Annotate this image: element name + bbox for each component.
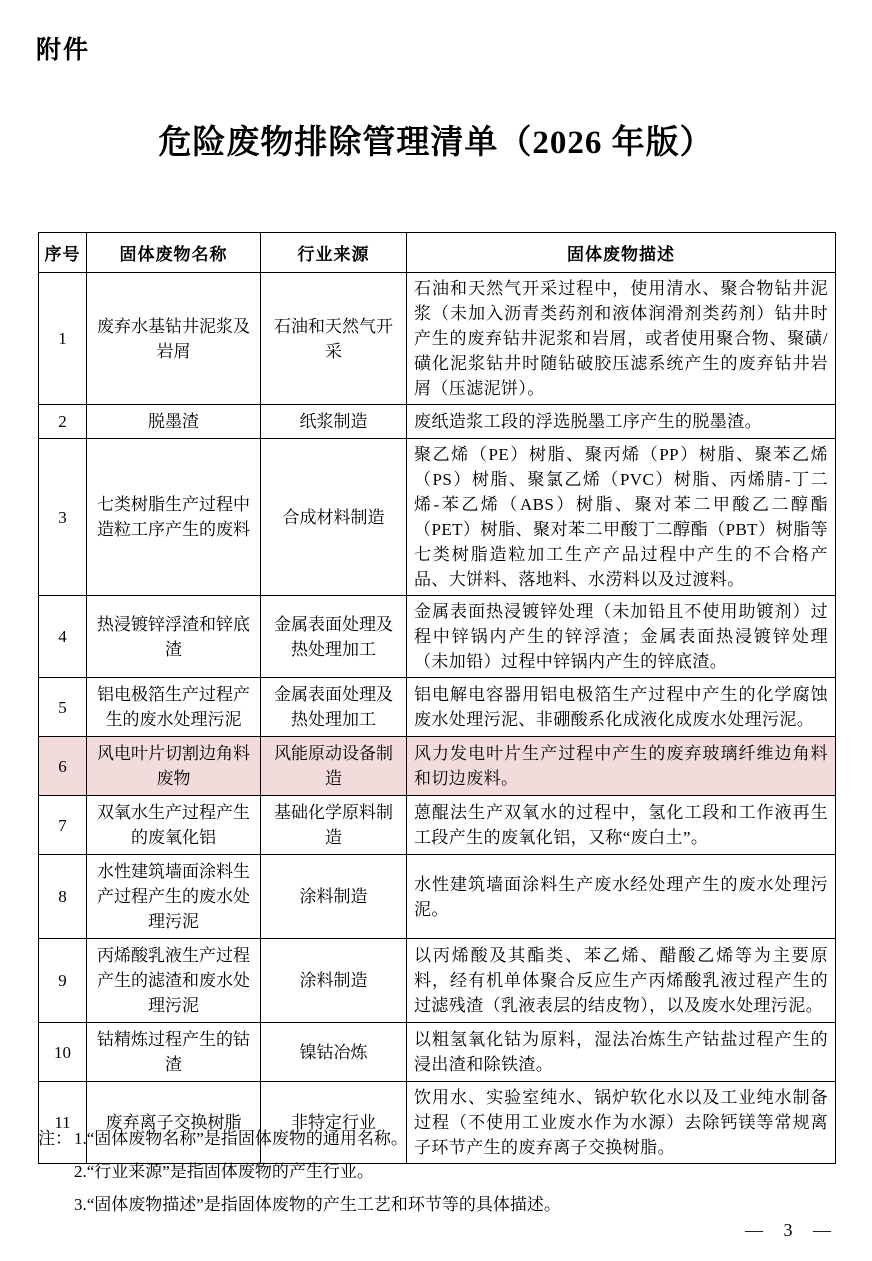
waste-description-cell: 以丙烯酸及其酯类、苯乙烯、醋酸乙烯等为主要原料，经有机单体聚合反应生产丙烯酸乳液过程产生的过滤残渣（乳液表层的结皮物），以及废水处理污泥。 bbox=[407, 939, 836, 1023]
industry-source-cell: 石油和天然气开采 bbox=[261, 273, 407, 405]
waste-description-cell: 饮用水、实验室纯水、锅炉软化水以及工业纯水制备过程（不使用工业废水作为水源）去除钙镁等常规离子环节产生的废弃离子交换树脂。 bbox=[407, 1082, 836, 1164]
row-serial-number-cell: 6 bbox=[39, 737, 87, 796]
footnote-text: 3.“固体废物描述”是指固体废物的产生工艺和环节等的具体描述。 bbox=[74, 1195, 561, 1214]
industry-source-cell: 风能原动设备制造 bbox=[261, 737, 407, 796]
waste-name-cell: 热浸镀锌浮渣和锌底渣 bbox=[87, 596, 261, 678]
footnote-item bbox=[38, 1188, 798, 1221]
waste-table-body bbox=[39, 273, 836, 1164]
footnote-label: 注： bbox=[38, 1129, 72, 1148]
column-header-waste-description: 固体废物描述 bbox=[407, 233, 836, 273]
table-row bbox=[39, 855, 836, 939]
waste-description-cell: 蒽醌法生产双氧水的过程中，氢化工段和工作液再生工段产生的废氧化铝，又称“废白土”。 bbox=[407, 796, 836, 855]
table-row bbox=[39, 596, 836, 678]
table-row bbox=[39, 939, 836, 1023]
table-header-row bbox=[39, 233, 836, 273]
table-row bbox=[39, 273, 836, 405]
industry-source-cell: 涂料制造 bbox=[261, 855, 407, 939]
row-serial-number-cell: 11 bbox=[39, 1082, 87, 1164]
page-title: 危险废物排除管理清单（2026 年版） bbox=[158, 125, 714, 161]
attachment-label: 附件 bbox=[36, 36, 91, 64]
waste-name-cell: 七类树脂生产过程中造粒工序产生的废料 bbox=[87, 439, 261, 596]
waste-name-cell: 废弃水基钻井泥浆及岩屑 bbox=[87, 273, 261, 405]
row-serial-number-cell: 3 bbox=[39, 439, 87, 596]
waste-description-cell: 以粗氢氧化钴为原料，湿法冶炼生产钴盐过程产生的浸出渣和除铁渣。 bbox=[407, 1023, 836, 1082]
waste-description-cell: 石油和天然气开采过程中，使用清水、聚合物钻井泥浆（未加入沥青类药剂和液体润滑剂类药剂）钻井时产生的废弃钻井泥浆和岩屑，或者使用聚合物、聚磺/磺化泥浆钻井时随钻破胶压滤系统产生的废弃钻井岩屑（压滤泥饼）。 bbox=[407, 273, 836, 405]
industry-source-cell: 非特定行业 bbox=[261, 1082, 407, 1164]
footnote-text: 2.“行业来源”是指固体废物的产生行业。 bbox=[74, 1162, 374, 1181]
footnotes bbox=[38, 1122, 798, 1221]
waste-name-cell: 脱墨渣 bbox=[87, 405, 261, 439]
waste-name-cell: 丙烯酸乳液生产过程产生的滤渣和废水处理污泥 bbox=[87, 939, 261, 1023]
industry-source-cell: 基础化学原料制造 bbox=[261, 796, 407, 855]
industry-source-cell: 纸浆制造 bbox=[261, 405, 407, 439]
table-row bbox=[39, 796, 836, 855]
footnote-text: 1.“固体废物名称”是指固体废物的通用名称。 bbox=[74, 1129, 408, 1148]
industry-source-cell: 镍钴冶炼 bbox=[261, 1023, 407, 1082]
industry-source-cell: 涂料制造 bbox=[261, 939, 407, 1023]
footnote-item bbox=[38, 1122, 798, 1155]
waste-name-cell: 钴精炼过程产生的钴渣 bbox=[87, 1023, 261, 1082]
row-serial-number-cell: 9 bbox=[39, 939, 87, 1023]
waste-description-cell: 废纸造浆工段的浮选脱墨工序产生的脱墨渣。 bbox=[407, 405, 836, 439]
waste-description-cell: 聚乙烯（PE）树脂、聚丙烯（PP）树脂、聚苯乙烯（PS）树脂、聚氯乙烯（PVC）树脂、丙烯腈-丁二烯-苯乙烯（ABS）树脂、聚对苯二甲酸乙二醇酯（PET）树脂、聚对苯二甲酸丁二醇酯（PBT）树脂等七类树脂造粒加工生产产品过程中产生的不合格产品、大饼料、落地料、水涝料以及过渡料。 bbox=[407, 439, 836, 596]
table-row bbox=[39, 678, 836, 737]
table-row bbox=[39, 737, 836, 796]
waste-description-cell: 铝电解电容器用铝电极箔生产过程中产生的化学腐蚀废水处理污泥、非硼酸系化成液化成废水处理污泥。 bbox=[407, 678, 836, 737]
industry-source-cell: 金属表面处理及热处理加工 bbox=[261, 678, 407, 737]
row-serial-number-cell: 10 bbox=[39, 1023, 87, 1082]
row-serial-number-cell: 1 bbox=[39, 273, 87, 405]
footnote-item bbox=[38, 1155, 798, 1188]
table-row bbox=[39, 1023, 836, 1082]
waste-list-table bbox=[38, 232, 836, 1164]
row-serial-number-cell: 4 bbox=[39, 596, 87, 678]
waste-description-cell: 金属表面热浸镀锌处理（未加铅且不使用助镀剂）过程中锌锅内产生的锌浮渣；金属表面热浸镀锌处理（未加铅）过程中锌锅内产生的锌底渣。 bbox=[407, 596, 836, 678]
row-serial-number-cell: 7 bbox=[39, 796, 87, 855]
row-serial-number-cell: 5 bbox=[39, 678, 87, 737]
waste-name-cell: 风电叶片切割边角料废物 bbox=[87, 737, 261, 796]
row-serial-number-cell: 2 bbox=[39, 405, 87, 439]
row-serial-number-cell: 8 bbox=[39, 855, 87, 939]
industry-source-cell: 金属表面处理及热处理加工 bbox=[261, 596, 407, 678]
column-header-serial-number: 序号 bbox=[39, 233, 87, 273]
table-row bbox=[39, 439, 836, 596]
page-number: — 3 — bbox=[745, 1220, 832, 1240]
waste-description-cell: 风力发电叶片生产过程中产生的废弃玻璃纤维边角料和切边废料。 bbox=[407, 737, 836, 796]
waste-name-cell: 铝电极箔生产过程产生的废水处理污泥 bbox=[87, 678, 261, 737]
industry-source-cell: 合成材料制造 bbox=[261, 439, 407, 596]
column-header-waste-name: 固体废物名称 bbox=[87, 233, 261, 273]
waste-description-cell: 水性建筑墙面涂料生产废水经处理产生的废水处理污泥。 bbox=[407, 855, 836, 939]
waste-name-cell: 废弃离子交换树脂 bbox=[87, 1082, 261, 1164]
column-header-industry-source: 行业来源 bbox=[261, 233, 407, 273]
table-row bbox=[39, 405, 836, 439]
waste-name-cell: 双氧水生产过程产生的废氧化铝 bbox=[87, 796, 261, 855]
table-header bbox=[39, 233, 836, 273]
waste-name-cell: 水性建筑墙面涂料生产过程产生的废水处理污泥 bbox=[87, 855, 261, 939]
